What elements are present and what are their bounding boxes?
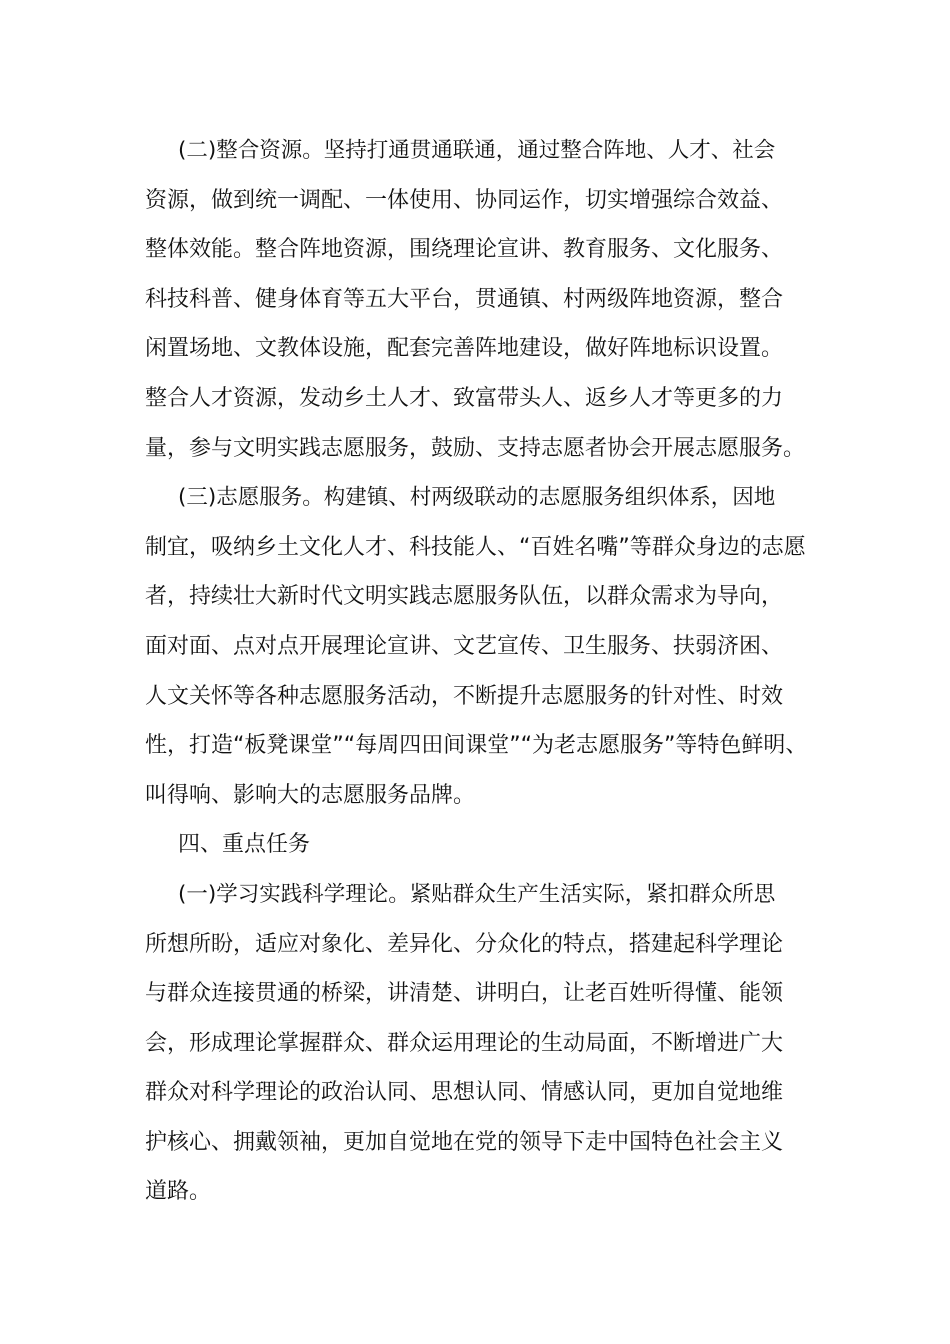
heading-text: 四、重点任务 xyxy=(178,832,311,858)
text-line: 资源，做到统一调配、一体使用、协同运作，切实增强综合效益、 xyxy=(145,187,784,213)
text-line: 人文关怀等各种志愿服务活动，不断提升志愿服务的针对性、时效 xyxy=(145,683,784,709)
text-line: (一)学习实践科学理论。紧贴群众生产生活实际，紧扣群众所思 xyxy=(178,881,776,907)
text-line: 面对面、点对点开展理论宣讲、文艺宣传、卫生服务、扶弱济困、 xyxy=(145,633,784,659)
text-line: 闲置场地、文教体设施，配套完善阵地建设，做好阵地标识设置。 xyxy=(145,336,784,362)
paragraph-learn-practice-theory xyxy=(145,870,807,1217)
text-line: 制宜，吸纳乡土文化人才、科技能人、“百姓名嘴”等群众身边的志愿 xyxy=(145,534,806,560)
text-line: 叫得响、影响大的志愿服务品牌。 xyxy=(145,782,476,808)
text-line: 性，打造“板凳课堂”“每周四田间课堂”“为老志愿服务”等特色鲜明、 xyxy=(145,733,808,759)
text-line: (二)整合资源。坚持打通贯通联通，通过整合阵地、人才、社会 xyxy=(178,138,776,163)
text-line: 会，形成理论掌握群众、群众运用理论的生动局面，不断增进广大 xyxy=(145,1030,784,1056)
document-body xyxy=(145,126,807,1217)
text-line: 整体效能。整合阵地资源，围绕理论宣讲、教育服务、文化服务、 xyxy=(145,237,784,263)
text-line: 整合人才资源，发动乡土人才、致富带头人、返乡人才等更多的力 xyxy=(145,385,784,411)
text-line: 所想所盼，适应对象化、差异化、分众化的特点，搭建起科学理论 xyxy=(145,931,784,957)
paragraph-integrate-resources xyxy=(145,126,807,473)
text-line: 量，参与文明实践志愿服务，鼓励、支持志愿者协会开展志愿服务。 xyxy=(145,435,806,461)
section-heading-key-tasks xyxy=(145,820,807,870)
text-line: 科技科普、健身体育等五大平台，贯通镇、村两级阵地资源，整合 xyxy=(145,286,784,312)
text-line: 护核心、拥戴领袖，更加自觉地在党的领导下走中国特色社会主义 xyxy=(145,1129,784,1155)
text-line: 道路。 xyxy=(145,1179,212,1205)
text-line: 群众对科学理论的政治认同、思想认同、情感认同，更加自觉地维 xyxy=(145,1080,784,1106)
paragraph-volunteer-service xyxy=(145,473,807,820)
text-line: 者，持续壮大新时代文明实践志愿服务队伍，以群众需求为导向， xyxy=(145,584,784,610)
text-line: (三)志愿服务。构建镇、村两级联动的志愿服务组织体系，因地 xyxy=(178,485,776,511)
text-line: 与群众连接贯通的桥梁，讲清楚、讲明白，让老百姓听得懂、能领 xyxy=(145,981,784,1007)
